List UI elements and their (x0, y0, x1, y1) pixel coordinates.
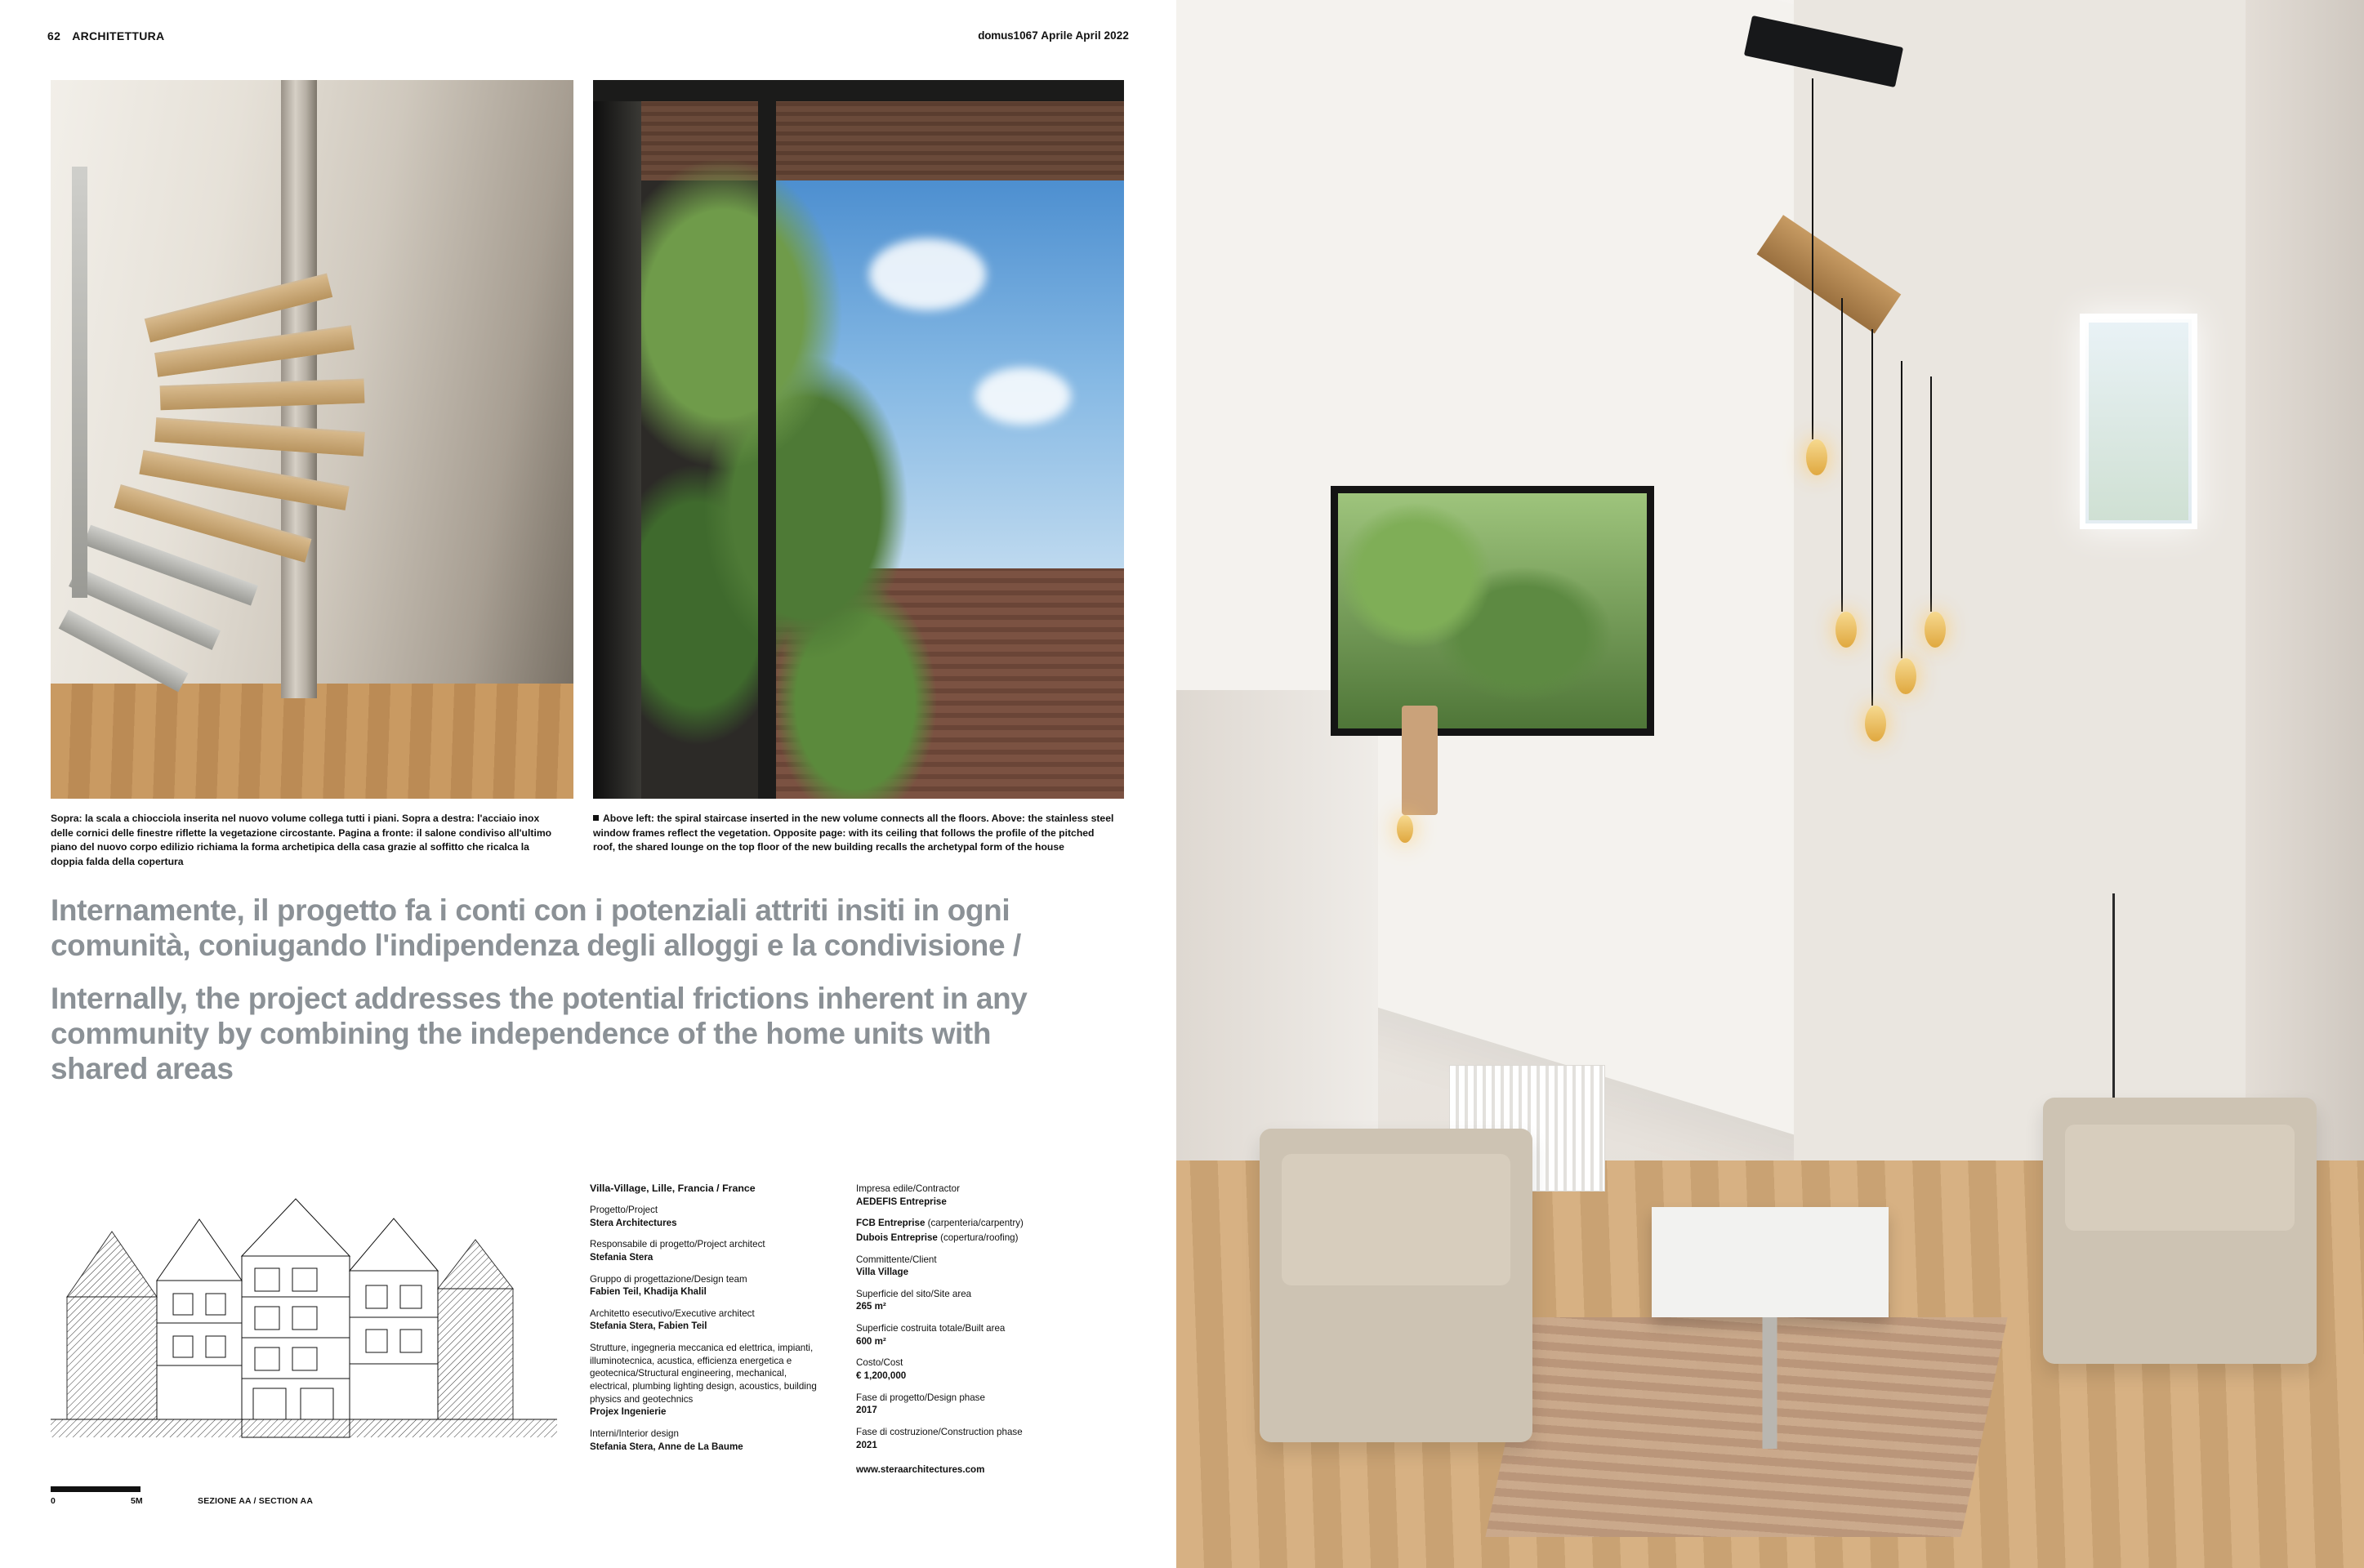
page-header (47, 29, 1129, 47)
credit-item (856, 1392, 1085, 1417)
square-bullet-icon (593, 815, 599, 821)
credit-label: Impresa edile/Contractor (856, 1183, 960, 1194)
stair-handrail (72, 167, 87, 598)
credit-label: Responsabile di progetto/Project architect (590, 1239, 765, 1250)
credit-item (590, 1307, 818, 1333)
credit-value (856, 1232, 1085, 1245)
stair-floor (51, 684, 573, 799)
wall-sconce (1402, 706, 1438, 815)
credit-value: AEDEFIS Entreprise (856, 1196, 947, 1207)
credit-item (856, 1183, 1085, 1208)
skylight-glass (2089, 323, 2189, 520)
credit-value: Stefania Stera, Fabien Teil (590, 1321, 707, 1332)
credit-item (590, 1342, 818, 1419)
credit-value: Stefania Stera, Anne de La Baume (590, 1441, 743, 1452)
credit-label: Architetto esecutivo/Executive architect (590, 1307, 755, 1319)
interior-illustration (1176, 0, 2364, 1568)
credits-right-column (856, 1183, 1085, 1475)
sofa-right (2043, 1098, 2316, 1364)
credit-label: Strutture, ingegneria meccanica ed elettrica, impianti, illuminotecnica, acustica, efficienza energetica e geotecnica/Structural engineering, mechanical, electrical, plumbing lighting design, acoustics, building physics and geotechnics (590, 1343, 817, 1405)
pendant-cord (1901, 361, 1902, 659)
edison-bulb (1835, 612, 1857, 648)
section-drawing (51, 1134, 557, 1477)
pendant-cord (1871, 329, 1873, 706)
window-head (593, 80, 1124, 101)
scale-start: 0 (51, 1496, 56, 1506)
left-page (0, 0, 1176, 1568)
credit-value: 2017 (856, 1405, 877, 1416)
credit-label: Interni/Interior design (590, 1428, 679, 1439)
credit-value-note: (copertura/roofing) (937, 1232, 1019, 1243)
header-right (978, 29, 1129, 42)
caption-english (593, 812, 1116, 855)
pendant-cord (1930, 376, 1932, 612)
credit-value (856, 1217, 1085, 1230)
credit-item (856, 1232, 1085, 1245)
credits-block (590, 1183, 1096, 1475)
credit-value-main: Dubois Entreprise (856, 1232, 938, 1243)
credit-value: € 1,200,000 (856, 1370, 907, 1382)
cushion (1282, 1154, 1511, 1285)
credit-item (590, 1238, 818, 1263)
pull-quote-italian: Internamente, il progetto fa i conti con i potenziali attriti insiti in ogni comunità, coniugando l'indipendenza degli alloggi e la condivisione / (51, 893, 1021, 962)
section-name: ARCHITETTURA (72, 29, 165, 42)
pendant-cord (1841, 298, 1843, 612)
credit-value: 265 m² (856, 1301, 886, 1312)
picture-window (1331, 486, 1654, 736)
coffee-table (1652, 1207, 1889, 1316)
pull-quote (51, 893, 1072, 1087)
credit-label: Costo/Cost (856, 1357, 903, 1369)
credit-value: Villa Village (856, 1267, 909, 1278)
photo-spiral-staircase (51, 80, 573, 799)
pull-quote-english: Internally, the project addresses the potential frictions inherent in any community by combining the independence of the home units with shared areas (51, 981, 1028, 1085)
edison-bulb (1806, 439, 1827, 475)
credit-item (590, 1428, 818, 1453)
scale-end: 5M (131, 1496, 143, 1506)
credit-label: Progetto/Project (590, 1205, 658, 1215)
window-view-trees (1338, 493, 1647, 728)
staircase-illustration (51, 80, 573, 799)
credit-value: Stera Architectures (590, 1217, 677, 1228)
credit-value-note: (carpenteria/carpentry) (925, 1218, 1024, 1229)
cloud (975, 368, 1071, 425)
credit-item (856, 1322, 1085, 1348)
drawing-caption: SEZIONE AA / SECTION AA (198, 1496, 314, 1506)
credit-value: Projex Ingenierie (590, 1406, 667, 1418)
window-mullion (758, 80, 777, 799)
header-left (47, 29, 164, 42)
credit-value: Stefania Stera (590, 1251, 653, 1263)
photo-window-vegetation (593, 80, 1124, 799)
credit-item (856, 1254, 1085, 1279)
masthead: domus (978, 29, 1014, 42)
credit-label: Fase di progetto/Design phase (856, 1392, 985, 1403)
drawing-scale (51, 1486, 557, 1508)
credit-value: Fabien Teil, Khadija Khalil (590, 1286, 707, 1298)
caption-italian: Sopra: la scala a chiocciola inserita nel nuovo volume collega tutti i piani. Sopra a destra: l'acciaio inox delle cornici delle finestre riflette la vegetazione circostante. Pagina a fronte: il salone condiviso all'ultimo piano del nuovo corpo edilizio richiama la forma archetipica della casa grazie al soffitto che ricalca la doppia falda della copertura (51, 813, 552, 868)
folio-number: 62 (47, 29, 61, 42)
credit-item (856, 1356, 1085, 1382)
caption-english-text: Above left: the spiral staircase inserted in the new volume connects all the floors. Above: the stainless steel window frames reflect the vegetation. Opposite page: with its ceiling that follows the profile of the pitched roof, the shared lounge on the top floor of the new building recalls the archetypal form of the house (593, 813, 1114, 853)
armchair-left (1260, 1129, 1532, 1442)
cushion (2065, 1125, 2295, 1232)
scale-bar (51, 1486, 141, 1492)
credit-item (590, 1273, 818, 1298)
credit-item (856, 1217, 1085, 1230)
issue-info: 1067 Aprile April 2022 (1013, 29, 1129, 42)
credit-value: 600 m² (856, 1335, 886, 1347)
edison-bulb (1925, 612, 1946, 648)
credit-item (856, 1426, 1085, 1451)
scale-labels (51, 1496, 557, 1508)
website-link[interactable]: www.steraarchitectures.com (856, 1464, 985, 1476)
section-drawing-svg (51, 1134, 557, 1477)
credit-label: Superficie costruita totale/Built area (856, 1323, 1006, 1334)
right-page-photo (1176, 0, 2364, 1568)
skylight-window (2080, 314, 2198, 529)
edison-bulb (1895, 658, 1916, 694)
window-illustration (593, 80, 1124, 799)
project-title: Villa-Village, Lille, Francia / France (590, 1183, 756, 1194)
window-frame-left (593, 80, 641, 799)
credit-label: Fase di costruzione/Construction phase (856, 1426, 1023, 1437)
credits-left-column (590, 1183, 818, 1475)
credit-value: 2021 (856, 1439, 877, 1450)
credit-item (856, 1288, 1085, 1313)
table-legs (1679, 1317, 1860, 1449)
credit-value-main: FCB Entreprise (856, 1218, 926, 1229)
credit-label: Committente/Client (856, 1254, 937, 1265)
credit-label: Superficie del sito/Site area (856, 1288, 972, 1299)
trees (625, 152, 954, 799)
credit-item (590, 1204, 818, 1229)
pendant-cord (1812, 78, 1813, 439)
credit-label: Gruppo di progettazione/Design team (590, 1273, 747, 1285)
